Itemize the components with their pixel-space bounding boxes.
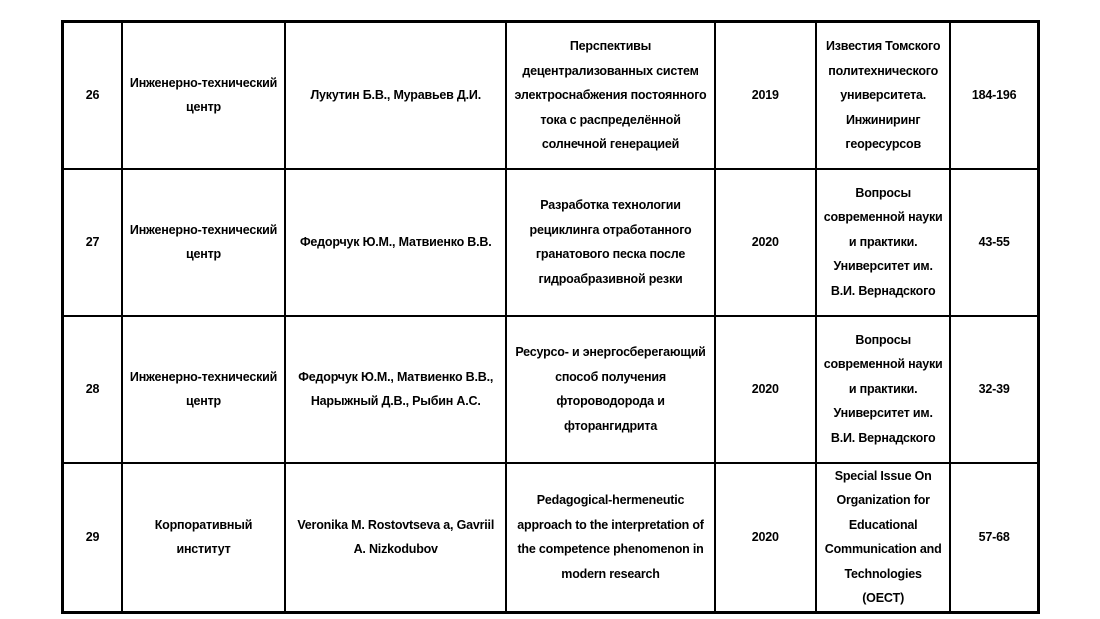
title-cell: Ресурсо- и энергосберегающий способ получения фтороводорода и фторангидрита [506,316,714,463]
row-number-cell: 29 [63,463,122,613]
row-number-cell: 28 [63,316,122,463]
unit-cell: Инженерно-технический центр [122,169,285,316]
pages-cell: 32-39 [950,316,1038,463]
journal-cell: Special Issue On Organization for Educational Communication and Technologies (OECT) [816,463,950,613]
unit-cell: Инженерно-технический центр [122,22,285,169]
title-cell: Перспективы децентрализованных систем электроснабжения постоянного тока с распределённой солнечной генерацией [506,22,714,169]
authors-cell: Veronika M. Rostovtseva a, Gavriil A. Nizkodubov [285,463,506,613]
row-number-cell: 27 [63,169,122,316]
unit-cell: Корпоративный институт [122,463,285,613]
table-row [63,22,1039,169]
authors-cell: Лукутин Б.В., Муравьев Д.И. [285,22,506,169]
title-cell: Разработка технологии рециклинга отработанного гранатового песка после гидроабразивной резки [506,169,714,316]
unit-cell: Инженерно-технический центр [122,316,285,463]
year-cell: 2020 [715,463,816,613]
authors-cell: Федорчук Ю.М., Матвиенко В.В. [285,169,506,316]
authors-cell: Федорчук Ю.М., Матвиенко В.В., Нарыжный Д.В., Рыбин А.С. [285,316,506,463]
pages-cell: 184-196 [950,22,1038,169]
pages-cell: 43-55 [950,169,1038,316]
table-row [63,316,1039,463]
publications-table [61,20,1040,614]
year-cell: 2020 [715,316,816,463]
pages-cell: 57-68 [950,463,1038,613]
journal-cell: Известия Томского политехнического университета. Инжиниринг георесурсов [816,22,950,169]
journal-cell: Вопросы современной науки и практики. Университет им. В.И. Вернадского [816,169,950,316]
title-cell: Pedagogical-hermeneutic approach to the interpretation of the competence phenomenon in modern research [506,463,714,613]
year-cell: 2019 [715,22,816,169]
table-body [63,22,1039,613]
row-number-cell: 26 [63,22,122,169]
journal-cell: Вопросы современной науки и практики. Университет им. В.И. Вернадского [816,316,950,463]
year-cell: 2020 [715,169,816,316]
table-row [63,169,1039,316]
table-row [63,463,1039,613]
